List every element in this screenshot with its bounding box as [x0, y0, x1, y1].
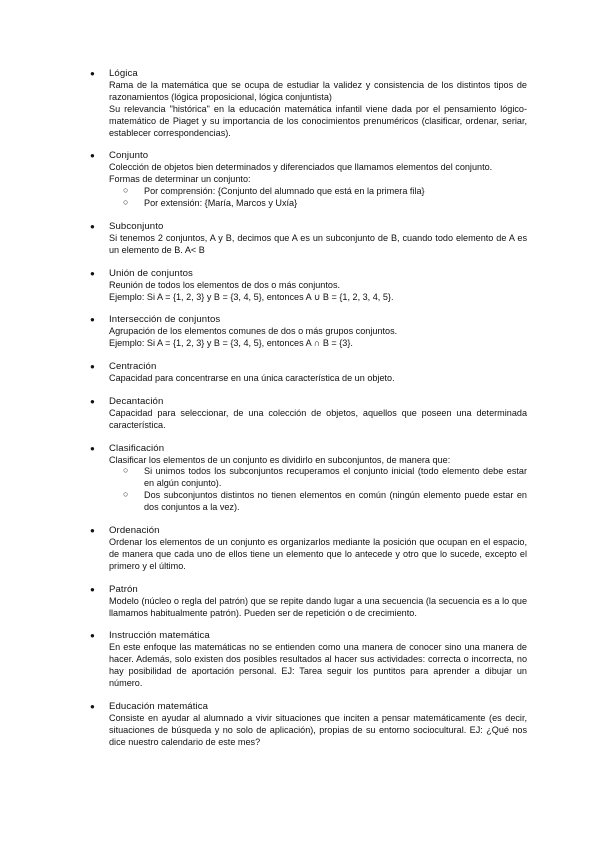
entry-paragraph: Su relevancia "histórica" en la educación matemática infantil viene dada por el pensamiento lógico-matemático de Piaget y su importancia de los conocimientos prenuméricos (clasificar, ordenar, seriar, establecer correspondencias).: [109, 103, 527, 138]
entry-paragraph: Capacidad para concentrarse en una única característica de un objeto.: [109, 373, 395, 384]
entry-spacer: [0, 514, 600, 525]
glossary-entry: [90, 442, 527, 514]
entry-title: Subconjunto: [109, 220, 164, 232]
glossary-entry: [90, 150, 527, 210]
bullet-icon: ●: [90, 362, 95, 372]
glossary-entry: [90, 314, 527, 350]
entry-paragraph: Capacidad para seleccionar, de una colección de objetos, aquellos que poseen una determinada característica.: [109, 407, 527, 430]
document-page: [0, 68, 600, 749]
entry-title: Unión de conjuntos: [109, 267, 193, 279]
entry-spacer: [0, 385, 600, 396]
entry-title: Lógica: [109, 68, 138, 79]
sub-item-text: Por comprensión: {Conjunto del alumnado que está en la primera fila}: [144, 186, 425, 197]
glossary-entry: [90, 220, 527, 257]
entry-title: Instrucción matemática: [109, 630, 210, 642]
entry-paragraph: Ejemplo: Si A = {1, 2, 3} y B = {3, 4, 5}, entonces A ∪ B = {1, 2, 3, 4, 5}.: [109, 291, 394, 302]
entry-spacer: [0, 139, 600, 150]
bullet-icon: ●: [90, 584, 95, 594]
sub-list-item: [123, 185, 527, 198]
hollow-bullet-icon: ○: [123, 197, 129, 208]
bullet-icon: ●: [90, 396, 95, 406]
entry-title: Intersección de conjuntos: [109, 314, 221, 326]
bullet-icon: ●: [90, 268, 95, 278]
bullet-icon: ●: [90, 631, 95, 641]
glossary-entry: [90, 68, 527, 139]
entry-spacer: [0, 350, 600, 361]
entry-spacer: [0, 257, 600, 268]
entry-paragraph: Modelo (núcleo o regla del patrón) que se repite dando lugar a una secuencia (la secuencia es a lo que llamamos habitualmente patrón). Pueden ser de repetición o de crecimiento.: [109, 595, 527, 618]
sub-item-text: Dos subconjuntos distintos no tienen elementos en común (ningún elemento puede estar en dos conjuntos a la vez).: [144, 490, 527, 513]
entry-title: Conjunto: [109, 150, 149, 162]
entry-title: Ordenación: [109, 525, 160, 537]
entry-paragraph: Agrupación de los elementos comunes de dos o más grupos conjuntos.: [109, 326, 398, 337]
hollow-bullet-icon: ○: [123, 185, 129, 196]
entry-paragraph: Consiste en ayudar al alumnado a vivir situaciones que inciten a pensar matemáticamente (es decir, situaciones de búsqueda y no solo de aplicación), propias de su entorno sociocultural. EJ: ¿Qué nos dice nuestro calendario de este mes?: [109, 712, 527, 747]
sub-list-item: [123, 465, 527, 490]
entry-title: Patrón: [109, 583, 138, 595]
sub-item-text: Si unimos todos los subconjuntos recuperamos el conjunto inicial (todo elemento debe estar en algún conjunto).: [144, 466, 527, 489]
bullet-icon: ●: [90, 151, 95, 161]
bullet-icon: ●: [90, 443, 95, 453]
entry-title: Centración: [109, 361, 157, 373]
entry-paragraph: Si tenemos 2 conjuntos, A y B, decimos que A es un subconjunto de B, cuando todo elemento de A es un elemento de B. A< B: [109, 232, 527, 255]
entry-paragraph: Rama de la matemática que se ocupa de estudiar la validez y consistencia de los distintos tipos de razonamientos (lógica proposicional, lógica conjuntista): [109, 79, 527, 102]
glossary-entry: [90, 700, 527, 749]
glossary-entry: [90, 395, 527, 432]
entry-title: Educación matemática: [109, 700, 209, 712]
bullet-icon: ●: [90, 221, 95, 231]
entry-paragraph: Clasificar los elementos de un conjunto es dividirlo en subconjuntos, de manera que:: [109, 454, 451, 465]
entry-paragraph: Ejemplo: Si A = {1, 2, 3} y B = {3, 4, 5}, entonces A ∩ B = {3}.: [109, 338, 353, 349]
glossary-entry: [90, 525, 527, 573]
entry-paragraph: Formas de determinar un conjunto:: [109, 174, 251, 185]
entry-spacer: [0, 210, 600, 221]
entry-spacer: [0, 690, 600, 701]
entry-paragraph: Reunión de todos los elementos de dos o más conjuntos.: [109, 279, 341, 290]
hollow-bullet-icon: ○: [123, 489, 129, 500]
glossary-entry: [90, 267, 527, 304]
entry-paragraph: En este enfoque las matemáticas no se entienden como una manera de conocer sino una manera de hacer. Además, solo existen dos posibles resultados al hacer sus actividades: correcta o incorrecta, no hay posibilidad de aportación personal. EJ: Tarea seguir los puntitos para aprender a dibujar un número.: [109, 642, 527, 689]
sub-list-item: [123, 197, 527, 210]
bullet-icon: ●: [90, 701, 95, 711]
bullet-icon: ●: [90, 526, 95, 536]
bullet-icon: ●: [90, 69, 95, 78]
entry-spacer: [0, 619, 600, 630]
entry-title: Decantación: [109, 395, 164, 407]
sub-list-item: [123, 489, 527, 514]
glossary-entry: [90, 361, 527, 385]
entry-spacer: [0, 573, 600, 584]
bullet-icon: ●: [90, 315, 95, 325]
entry-title: Clasificación: [109, 442, 165, 454]
entry-paragraph: Ordenar los elementos de un conjunto es organizarlos mediante la posición que ocupan en el espacio, de manera que cada uno de ellos tiene un elemento que lo antecede y otro que lo sucede, excepto el primero y el último.: [109, 537, 527, 571]
glossary-entry: [90, 630, 527, 690]
sub-item-text: Por extensión: {María, Marcos y Uxía}: [144, 198, 298, 209]
glossary-entry: [90, 583, 527, 620]
entry-spacer: [0, 432, 600, 443]
entry-spacer: [0, 303, 600, 314]
entry-paragraph: Colección de objetos bien determinados y diferenciados que llamamos elementos del conjunto.: [109, 162, 493, 173]
hollow-bullet-icon: ○: [123, 465, 129, 476]
